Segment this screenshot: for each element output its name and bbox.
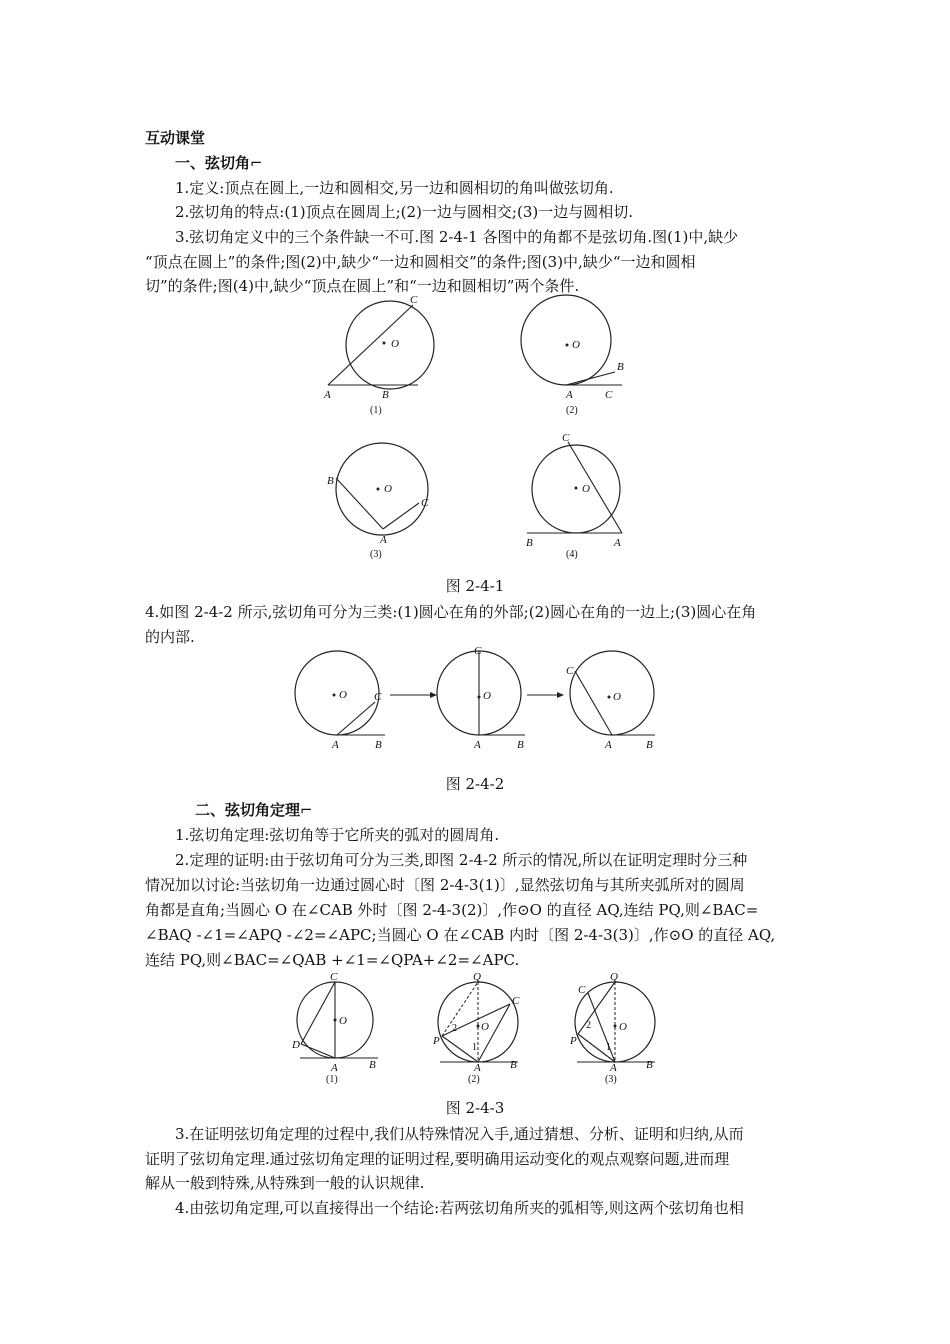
s1-para1: 1.定义:顶点在圆上,一边和圆相交,另一边和圆相切的角叫做弦切角. <box>175 179 614 197</box>
svg-text:A: A <box>332 739 339 751</box>
svg-text:P: P <box>433 1035 440 1047</box>
svg-text:(1): (1) <box>370 405 382 416</box>
svg-text:O: O <box>483 690 491 702</box>
s2-para2-line5: 连结 PQ,则∠BAC=∠QAB +∠1=∠QPA+∠2=∠APC. <box>145 951 520 969</box>
fig1-caption: 图 2-4-1 <box>445 577 505 595</box>
svg-text:Q: Q <box>473 971 481 983</box>
svg-text:B: B <box>327 475 334 487</box>
svg-text:2: 2 <box>586 1020 591 1031</box>
s2-para2-line2: 情况加以讨论:当弦切角一边通过圆心时〔图 2-4-3(1)〕,显然弦切角与其所夹弧所对的圆周 <box>145 876 745 894</box>
svg-text:C: C <box>330 971 338 983</box>
svg-text:A: A <box>610 1062 617 1074</box>
svg-text:C: C <box>605 389 613 401</box>
svg-text:A: A <box>474 1062 481 1074</box>
svg-text:(2): (2) <box>566 405 578 416</box>
s2-para3-line2: 证明了弦切角定理.通过弦切角定理的证明过程,要明确用运动变化的观点观察问题,进而理 <box>145 1150 730 1168</box>
svg-text:C: C <box>374 691 382 703</box>
fig2-caption: 图 2-4-2 <box>445 775 505 793</box>
svg-text:B: B <box>510 1059 517 1071</box>
svg-text:O: O <box>339 1015 347 1027</box>
svg-text:(3): (3) <box>370 549 382 560</box>
svg-text:O: O <box>384 483 392 495</box>
figure-2-4-3 <box>0 968 950 1088</box>
s1-para3-line3: 切”的条件;图(4)中,缺少“顶点在圆上”和“一边和圆相切”两个条件. <box>145 277 580 295</box>
s1-para4-line2: 的内部. <box>145 628 195 646</box>
svg-text:B: B <box>382 389 389 401</box>
svg-text:C: C <box>421 497 429 509</box>
s2-para3-line3: 解从一般到特殊,从特殊到一般的认识规律. <box>145 1174 425 1192</box>
svg-text:A: A <box>614 537 621 549</box>
s1-para3-line1: 3.弦切角定义中的三个条件缺一不可.图 2-4-1 各图中的角都不是弦切角.图(1)中,缺少 <box>175 228 739 246</box>
svg-text:A: A <box>331 1062 338 1074</box>
section2-title: 二、弦切角定理⌐ <box>195 801 313 819</box>
s1-para2: 2.弦切角的特点:(1)顶点在圆周上;(2)一边与圆相交;(3)一边与圆相切. <box>175 203 633 221</box>
svg-text:1: 1 <box>472 1042 477 1053</box>
figure-2-4-1 <box>0 295 950 565</box>
svg-text:C: C <box>512 995 520 1007</box>
fig3-caption: 图 2-4-3 <box>445 1099 505 1117</box>
svg-text:A: A <box>605 739 612 751</box>
svg-text:A: A <box>474 739 481 751</box>
svg-text:C: C <box>566 665 574 677</box>
svg-text:B: B <box>369 1059 376 1071</box>
svg-text:2: 2 <box>452 1023 457 1034</box>
s1-para4-line1: 4.如图 2-4-2 所示,弦切角可分为三类:(1)圆心在角的外部;(2)圆心在角的一边上;(3)圆心在角 <box>145 603 757 621</box>
svg-text:(1): (1) <box>326 1074 338 1085</box>
section-heading: 互动课堂 <box>145 129 206 147</box>
svg-text:B: B <box>526 537 533 549</box>
svg-text:B: B <box>646 1059 653 1071</box>
svg-text:O: O <box>613 691 621 703</box>
svg-text:O: O <box>339 689 347 701</box>
svg-text:O: O <box>582 483 590 495</box>
svg-text:A: A <box>566 389 573 401</box>
svg-text:B: B <box>375 739 382 751</box>
svg-text:A: A <box>380 534 387 546</box>
svg-text:O: O <box>481 1021 489 1033</box>
svg-text:C: C <box>410 294 418 306</box>
svg-text:O: O <box>391 338 399 350</box>
section1-title: 一、弦切角⌐ <box>175 154 263 172</box>
svg-text:(2): (2) <box>468 1074 480 1085</box>
s2-para4-line1: 4.由弦切角定理,可以直接得出一个结论:若两弦切角所夹的弧相等,则这两个弦切角也相 <box>175 1199 744 1217</box>
svg-text:C: C <box>474 645 482 657</box>
svg-text:(4): (4) <box>566 549 578 560</box>
s2-para2-line4: ∠BAQ -∠1=∠APQ -∠2=∠APC;当圆心 O 在∠CAB 内时〔图 2-4-3(3)〕,作⊙O 的直径 AQ, <box>145 926 776 944</box>
svg-text:C: C <box>562 432 570 444</box>
svg-text:A: A <box>324 389 331 401</box>
svg-text:O: O <box>572 339 580 351</box>
svg-text:(3): (3) <box>605 1074 617 1085</box>
svg-text:B: B <box>617 361 624 373</box>
figure-2-4-2 <box>0 645 950 755</box>
s2-para2-line3: 角都是直角;当圆心 O 在∠CAB 外时〔图 2-4-3(2)〕,作⊙O 的直径 AQ,连结 PQ,则∠BAC= <box>145 901 759 919</box>
svg-text:P: P <box>570 1035 577 1047</box>
svg-text:1: 1 <box>606 1042 611 1053</box>
svg-text:O: O <box>619 1021 627 1033</box>
svg-text:Q: Q <box>610 971 618 983</box>
svg-text:D: D <box>292 1039 300 1051</box>
s2-para1: 1.弦切角定理:弦切角等于它所夹的弧对的圆周角. <box>175 826 500 844</box>
s2-para3-line1: 3.在证明弦切角定理的过程中,我们从特殊情况入手,通过猜想、分析、证明和归纳,从而 <box>175 1125 744 1143</box>
s1-para3-line2: “顶点在圆上”的条件;图(2)中,缺少“一边和圆相交”的条件;图(3)中,缺少“一边和圆相 <box>145 253 696 271</box>
svg-text:C: C <box>578 984 586 996</box>
svg-text:B: B <box>646 739 653 751</box>
svg-text:B: B <box>517 739 524 751</box>
s2-para2-line1: 2.定理的证明:由于弦切角可分为三类,即图 2-4-2 所示的情况,所以在证明定理时分三种 <box>175 851 748 869</box>
